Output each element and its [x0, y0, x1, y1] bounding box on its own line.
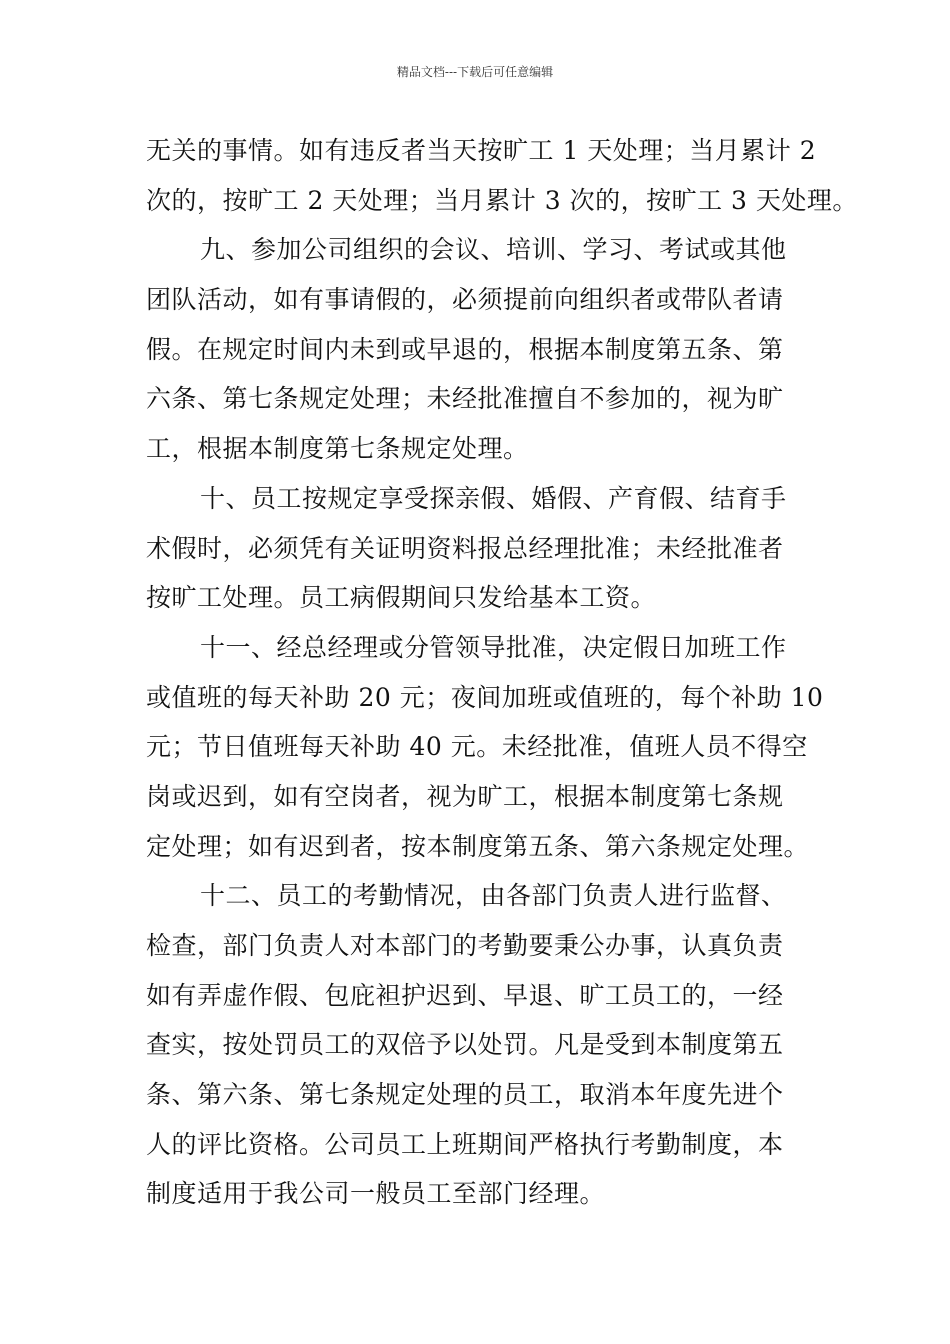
- text-line: 或值班的每天补助 20 元；夜间加班或值班的，每个补助 10: [146, 682, 824, 712]
- text-line: 查实，按处罚员工的双倍予以处罚。凡是受到本制度第五: [146, 1030, 784, 1060]
- text-line: 次的，按旷工 2 天处理；当月累计 3 次的，按旷工 3 天处理。: [146, 185, 858, 215]
- text-line: 人的评比资格。公司员工上班期间严格执行考勤制度，本: [146, 1129, 784, 1159]
- paragraph: [146, 225, 814, 473]
- text-line: 十二、员工的考勤情况，由各部门负责人进行监督、: [200, 881, 787, 911]
- document-body: [146, 126, 858, 1219]
- text-line: 工，根据本制度第七条规定处理。: [146, 434, 529, 464]
- paragraph: [146, 623, 824, 871]
- text-line: 十、员工按规定享受探亲假、婚假、产育假、结育手: [200, 483, 787, 513]
- text-line: 按旷工处理。员工病假期间只发给基本工资。: [146, 583, 657, 613]
- text-line: 元；节日值班每天补助 40 元。未经批准，值班人员不得空: [146, 732, 808, 762]
- text-line: 团队活动，如有事请假的，必须提前向组织者或带队者请: [146, 285, 784, 315]
- paragraph: [146, 871, 814, 1219]
- text-line: 定处理；如有迟到者，按本制度第五条、第六条规定处理。: [146, 831, 810, 861]
- text-line: 术假时，必须凭有关证明资料报总经理批准；未经批准者: [146, 533, 784, 563]
- text-line: 假。在规定时间内未到或早退的，根据本制度第五条、第: [146, 334, 784, 364]
- text-line: 如有弄虚作假、包庇袒护迟到、早退、旷工员工的，一经: [146, 980, 784, 1010]
- text-line: 九、参加公司组织的会议、培训、学习、考试或其他: [200, 235, 787, 265]
- text-line: 十一、经总经理或分管领导批准，决定假日加班工作: [200, 632, 787, 662]
- text-line: 六条、第七条规定处理；未经批准擅自不参加的，视为旷: [146, 384, 784, 414]
- page-header: 精品文档---下载后可任意编辑: [396, 65, 554, 79]
- text-line: 制度适用于我公司一般员工至部门经理。: [146, 1179, 606, 1209]
- paragraph: [146, 126, 858, 225]
- text-line: 条、第六条、第七条规定处理的员工，取消本年度先进个: [146, 1080, 784, 1110]
- text-line: 无关的事情。如有违反者当天按旷工 1 天处理；当月累计 2: [146, 136, 817, 165]
- paragraph: [146, 474, 814, 623]
- text-line: 检查，部门负责人对本部门的考勤要秉公办事，认真负责: [146, 931, 784, 960]
- text-line: 岗或迟到，如有空岗者，视为旷工，根据本制度第七条规: [146, 781, 784, 811]
